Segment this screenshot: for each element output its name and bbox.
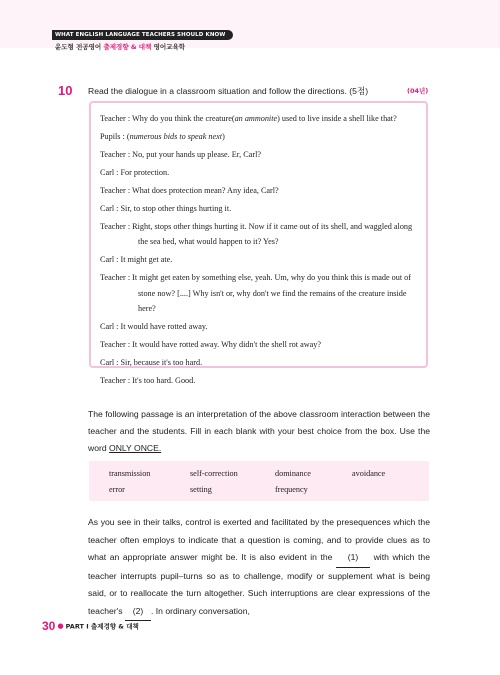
- question-number: 10: [58, 83, 73, 98]
- header-band: [0, 0, 500, 48]
- speaker-label: Teacher: [100, 149, 126, 159]
- word-bank-item: setting: [190, 485, 212, 494]
- dialogue-line: Pupils : (numerous bids to speak next): [100, 131, 225, 141]
- speaker-label: Teacher: [100, 273, 126, 283]
- dialogue-line: Teacher : No, put your hands up please. Er, Carl?: [100, 149, 261, 159]
- blank-1[interactable]: (1): [336, 549, 370, 568]
- dialogue-text: It would have rotted away.: [120, 322, 208, 332]
- speaker-label: Carl: [100, 203, 115, 213]
- footer-label: PART Ⅰ 출제경향 & 대책: [65, 622, 139, 631]
- speaker-label: Teacher: [100, 376, 126, 386]
- speaker-label: Carl: [100, 358, 115, 368]
- dialogue-line: Teacher : Right, stops other things hurting it. Now if it came out of its shell, and waggled along the sea bed, what would happen to it? Yes?: [100, 221, 413, 247]
- dialogue-line: Teacher : What does protection mean? Any idea, Carl?: [100, 185, 279, 195]
- dialogue-text: (: [126, 131, 130, 141]
- dialogue-text: It's too hard. Good.: [132, 376, 196, 386]
- dialogue-text: Sir, to stop other things hurting it.: [120, 203, 232, 213]
- word-bank-box: [89, 461, 429, 501]
- dialogue-italic: an ammonite: [234, 114, 278, 123]
- book-subtitle: [55, 42, 185, 51]
- dialogue-line: Teacher : Why do you think the creature(an ammonite) used to live inside a shell like that?: [100, 114, 397, 123]
- speaker-label: Carl: [100, 167, 115, 177]
- blank-2[interactable]: (2): [125, 603, 151, 622]
- dialogue-text: It might get ate.: [120, 255, 173, 265]
- dialogue-text: No, put your hands up please. Er, Carl?: [132, 149, 261, 159]
- subtitle-author: 윤도형 전공영어: [55, 43, 104, 51]
- word-bank-item: frequency: [275, 485, 308, 494]
- dialogue-text: What does protection mean? Any idea, Carl?: [132, 185, 279, 195]
- page-number: 30: [42, 619, 56, 633]
- instructions-body: The following passage is an interpretation of the above classroom interaction between the teacher and the students. Fill in each blank with your best choice from the box. Use the word: [88, 409, 430, 453]
- dialogue-text: For protection.: [120, 167, 170, 177]
- dialogue-text-rest: ) used to live inside a shell like that?: [277, 114, 397, 123]
- dialogue-italic: numerous bids to speak next: [129, 131, 223, 141]
- question-text: Read the dialogue in a classroom situation and follow the directions. (5점): [88, 86, 369, 96]
- dialogue-text: It would have rotted away. Why didn't the shell rot away?: [132, 340, 321, 350]
- brand-label: WHAT ENGLISH LANGUAGE TEACHERS SHOULD KNOW: [52, 30, 233, 40]
- speaker-label: Teacher: [100, 185, 126, 195]
- passage-text: [88, 514, 430, 621]
- subtitle-highlight: 출제경향 & 대책: [103, 43, 152, 51]
- speaker-label: Pupils: [100, 131, 121, 141]
- dialogue-text-rest: ): [222, 131, 225, 141]
- dialogue-line: Teacher : It's too hard. Good.: [100, 376, 196, 386]
- speaker-label: Teacher: [100, 114, 126, 123]
- dialogue-line: Carl : It would have rotted away.: [100, 322, 208, 332]
- passage-part-1: As you see in their talks, control is exerted and facilitated by the presequences which the teacher often employs to indicate that a question is coming, and to provide clues as to what an appropriate answer might be. It is also evident in the: [88, 517, 430, 562]
- word-bank-item: dominance: [275, 469, 311, 478]
- instructions-text: [88, 406, 430, 457]
- dialogue-text: It might get eaten by something else, yeah. Um, why do you think this is made out of stone now? [....] Why isn't or, why don't we find the remains of the creature inside here?: [132, 273, 411, 314]
- instructions-emphasis: ONLY ONCE.: [109, 443, 162, 453]
- dialogue-line: Teacher : It would have rotted away. Why didn't the shell rot away?: [100, 340, 321, 350]
- speaker-label: Carl: [100, 322, 115, 332]
- dialogue-text: Right, stops other things hurting it. Now if it came out of its shell, and waggled along the sea bed, what would happen to it? Yes?: [132, 221, 413, 247]
- bullet-icon: ●: [57, 622, 64, 630]
- speaker-label: Teacher: [100, 340, 126, 350]
- word-bank-item: self-correction: [190, 469, 238, 478]
- dialogue-list: [100, 111, 422, 391]
- word-bank-item: error: [109, 485, 125, 494]
- dialogue-text: Why do you think the creature(: [132, 114, 235, 123]
- word-bank-item: transmission: [109, 469, 151, 478]
- speaker-label: Teacher: [100, 221, 126, 231]
- passage-part-3: . In ordinary conversation,: [151, 605, 250, 616]
- page-footer: [42, 619, 139, 633]
- dialogue-text: Sir, because it's too hard.: [120, 358, 203, 368]
- dialogue-line: Carl : For protection.: [100, 167, 170, 177]
- dialogue-line: Carl : It might get ate.: [100, 255, 173, 265]
- word-bank-item: avoidance: [352, 469, 386, 478]
- subtitle-subject: 영어교육학: [151, 43, 186, 51]
- dialogue-line: Carl : Sir, because it's too hard.: [100, 358, 203, 368]
- speaker-label: Carl: [100, 255, 115, 265]
- dialogue-line: Carl : Sir, to stop other things hurting it.: [100, 203, 232, 213]
- question-year-tag: (04년): [407, 87, 429, 95]
- passage-part-2: with which the teacher interrupts pupil–turns so as to challenge, modify or supplement what is being said, or to reallocate the turn altogether. Such interruptions are clear expressions of the teacher's: [88, 552, 430, 616]
- dialogue-line: Teacher : It might get eaten by something else, yeah. Um, why do you think this is made out of stone now? [....] Why isn't or, why don't we find the remains of the creature inside here?: [100, 273, 411, 314]
